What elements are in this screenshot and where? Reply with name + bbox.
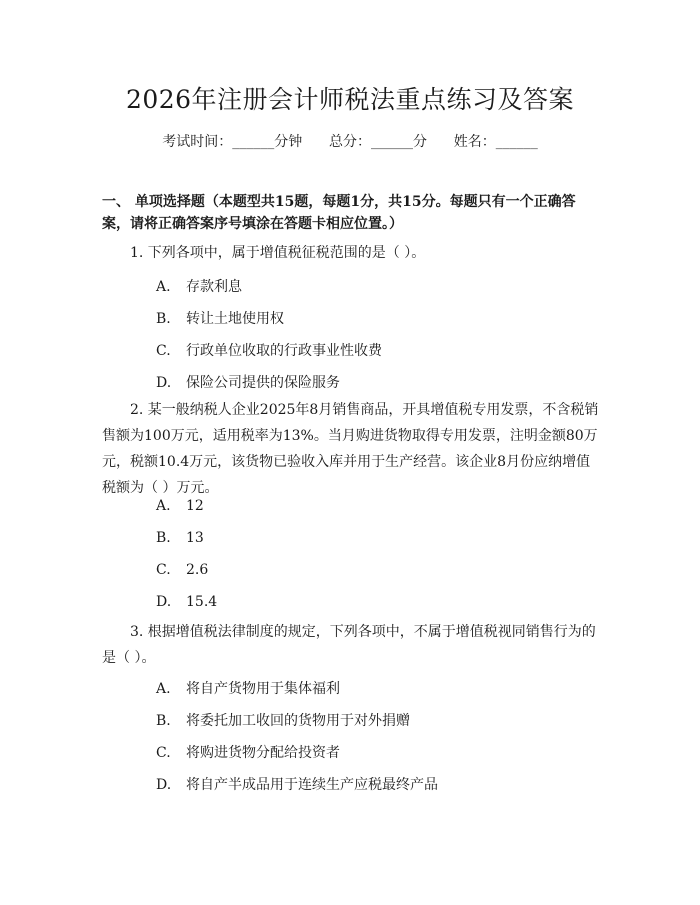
question-1-option-a[interactable] — [156, 276, 242, 296]
option-text: 保险公司提供的保险服务 — [186, 375, 340, 391]
option-key: C. — [156, 745, 171, 761]
option-text: 13 — [186, 530, 204, 546]
option-key: B. — [156, 713, 171, 729]
option-key: C. — [156, 562, 171, 578]
question-3-stem: 3. 根据增值税法律制度的规定，下列各项中，不属于增值税视同销售行为的是（ ）。 — [102, 624, 596, 666]
option-text: 将购进货物分配给投资者 — [186, 745, 340, 761]
option-key: A. — [156, 498, 171, 514]
question-2-option-b[interactable] — [156, 530, 204, 546]
option-text: 行政单位收取的行政事业性收费 — [186, 343, 382, 359]
option-key: D. — [156, 375, 172, 391]
section-heading: 一、 单项选择题（本题型共15题，每题1分，共15分。每题只有一个正确答案，请将正确答案序号填涂在答题卡相应位置。） — [102, 194, 576, 232]
page-title: 2026年注册会计师税法重点练习及答案 — [125, 85, 575, 114]
question-3-option-c[interactable] — [156, 742, 340, 762]
question-1-stem: 1. 下列各项中，属于增值税征税范围的是（ ）。 — [130, 245, 426, 261]
question-2-stem: 2. 某一般纳税人企业2025年8月销售商品，开具增值税专用发票，不含税销售额为100万元，适用税率为13%。当月购进货物取得专用发票，注明金额80万元，税额10.4万元，该货物已验收入库并用于生产经营。该企业8月份应纳增值税额为（ ）万元。 — [102, 402, 599, 496]
option-key: B. — [156, 530, 171, 546]
option-key: A. — [156, 279, 171, 295]
option-text: 将自产半成品用于连续生产应税最终产品 — [186, 777, 438, 793]
option-text: 转让土地使用权 — [186, 311, 284, 327]
option-key: A. — [156, 681, 171, 697]
option-text: 将委托加工收回的货物用于对外捐赠 — [186, 713, 410, 729]
question-3-option-b[interactable] — [156, 710, 410, 730]
question-1-option-c[interactable] — [156, 340, 382, 360]
option-key: B. — [156, 311, 171, 327]
option-key: D. — [156, 594, 172, 610]
option-text: 存款利息 — [186, 279, 242, 295]
question-3-option-d[interactable] — [156, 774, 438, 794]
option-text: 将自产货物用于集体福利 — [186, 681, 340, 697]
question-3-option-a[interactable] — [156, 678, 340, 698]
question-2-option-a[interactable] — [156, 498, 204, 514]
option-key: D. — [156, 777, 172, 793]
question-2-option-c[interactable] — [156, 562, 208, 578]
exam-info-line: 考试时间：______分钟 总分：______分 姓名：______ — [162, 134, 538, 150]
question-2-option-d[interactable] — [156, 594, 217, 610]
option-text: 12 — [186, 498, 204, 514]
option-text: 2.6 — [186, 562, 209, 578]
option-text: 15.4 — [186, 594, 218, 610]
option-key: C. — [156, 343, 171, 359]
question-1-option-d[interactable] — [156, 372, 340, 392]
question-1-option-b[interactable] — [156, 308, 284, 328]
